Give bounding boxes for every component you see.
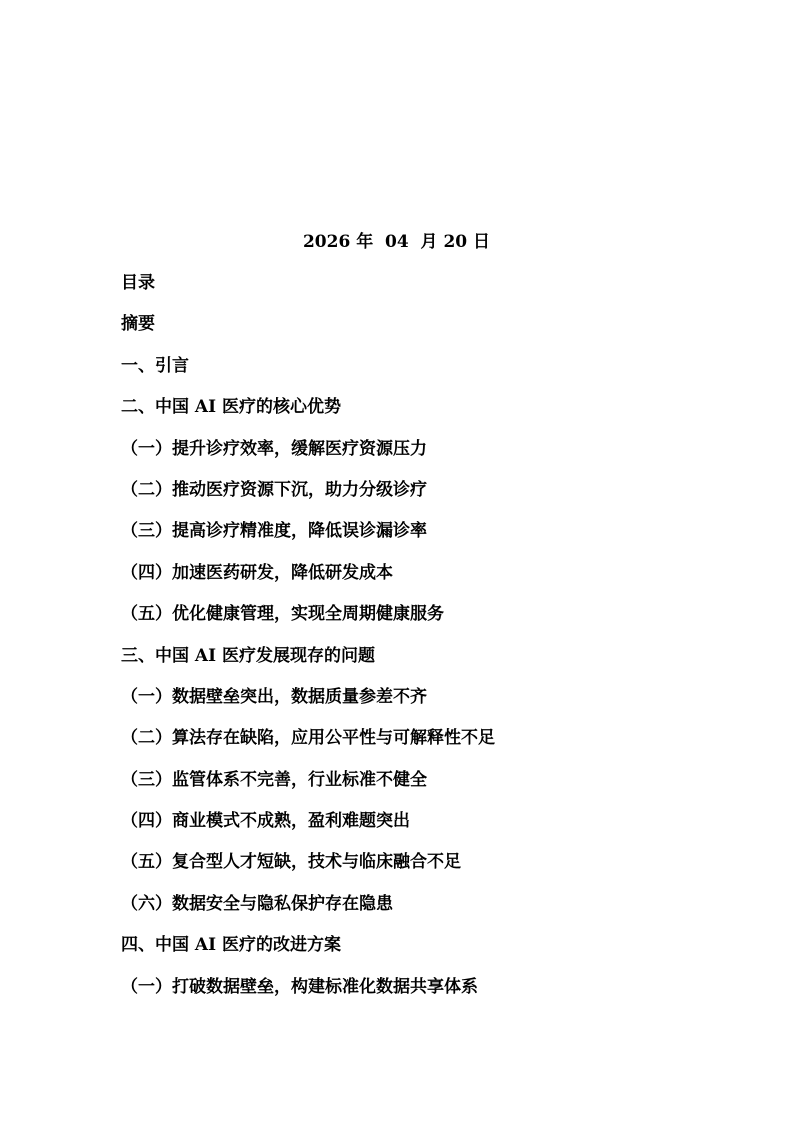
document-date: 2026 年 04 月 20 日 bbox=[302, 232, 491, 252]
toc-entry-section-3-3: （三）监管体系不完善，行业标准不健全 bbox=[121, 769, 427, 790]
toc-entry-abstract: 摘要 bbox=[121, 314, 155, 335]
toc-entry-section-3: 三、中国 AI 医疗发展现存的问题 bbox=[121, 645, 375, 666]
toc-entry-section-4-1: （一）打破数据壁垒，构建标准化数据共享体系 bbox=[121, 976, 478, 997]
table-of-contents bbox=[0, 270, 793, 1015]
toc-entry-section-2: 二、中国 AI 医疗的核心优势 bbox=[121, 397, 341, 418]
toc-entry-section-2-3: （三）提高诊疗精准度，降低误诊漏诊率 bbox=[121, 521, 427, 542]
toc-entry-section-2-4: （四）加速医药研发，降低研发成本 bbox=[121, 562, 393, 583]
toc-entry-section-4: 四、中国 AI 医疗的改进方案 bbox=[121, 935, 341, 956]
toc-entry-section-1: 一、引言 bbox=[121, 355, 189, 376]
toc-heading: 目录 bbox=[121, 273, 155, 293]
toc-entry-section-3-1: （一）数据壁垒突出，数据质量参差不齐 bbox=[121, 686, 427, 707]
toc-entry-section-3-6: （六）数据安全与隐私保护存在隐患 bbox=[121, 893, 393, 914]
toc-entry-section-3-5: （五）复合型人才短缺，技术与临床融合不足 bbox=[121, 852, 461, 873]
toc-entry-section-3-4: （四）商业模式不成熟，盈利难题突出 bbox=[121, 811, 410, 832]
toc-entry-section-2-5: （五）优化健康管理，实现全周期健康服务 bbox=[121, 604, 444, 625]
toc-entry-section-2-2: （二）推动医疗资源下沉，助力分级诊疗 bbox=[121, 479, 427, 500]
toc-entry-section-3-2: （二）算法存在缺陷，应用公平性与可解释性不足 bbox=[121, 728, 495, 749]
toc-entry-section-2-1: （一）提升诊疗效率，缓解医疗资源压力 bbox=[121, 438, 427, 459]
